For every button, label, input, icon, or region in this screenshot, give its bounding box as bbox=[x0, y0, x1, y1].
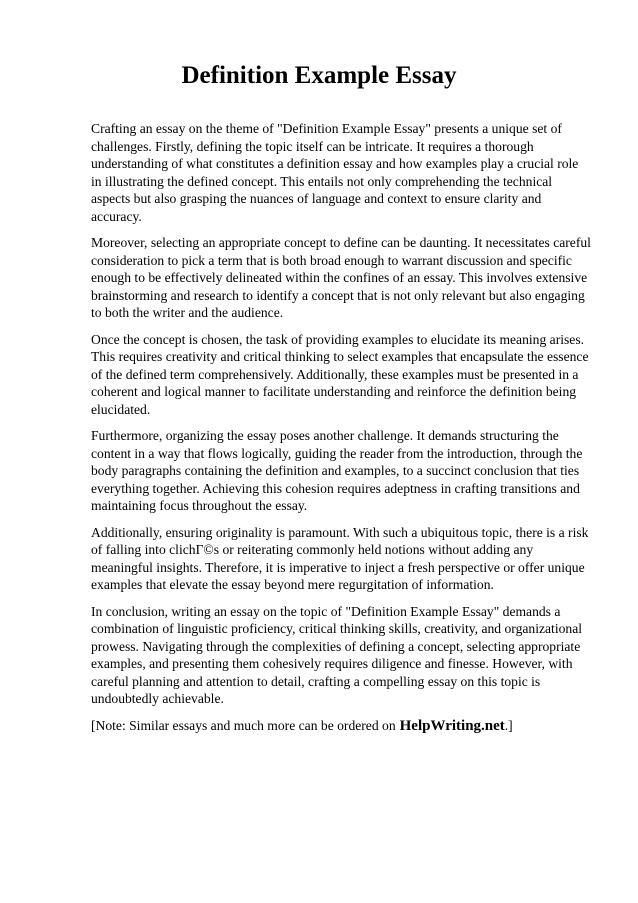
helpwriting-link[interactable]: HelpWriting.net bbox=[399, 717, 505, 734]
paragraph-5: Additionally, ensuring originality is paramount. With such a ubiquitous topic, there is a risk of falling into clichГ©s or reiterating commonly held notions without adding any meaningful insights. Therefore, it is imperative to inject a fresh perspective or offer unique examples that elevate the essay beyond mere regurgitation of information. bbox=[91, 524, 589, 592]
paragraph-4: Furthermore, organizing the essay poses another challenge. It demands structuring the content in a way that flows logically, guiding the reader from the introduction, through the body paragraphs containing the definition and examples, to a succinct conclusion that ties everything together. Achieving this cohesion requires adeptness in crafting transitions and maintaining focus throughout the essay. bbox=[91, 428, 583, 513]
paragraph-3: Once the concept is chosen, the task of providing examples to elucidate its meaning arises. This requires creativity and critical thinking to select examples that encapsulate the essence of the defined term comprehensively. Additionally, these examples must be presented in a coherent and logical manner to facilitate understanding and reinforce the definition being elucidated. bbox=[91, 331, 589, 417]
document-body bbox=[91, 120, 591, 744]
note-prefix: [Note: Similar essays and much more can be ordered on bbox=[91, 717, 396, 733]
note-suffix: .] bbox=[504, 717, 513, 733]
paragraph-6: In conclusion, writing an essay on the topic of "Definition Example Essay" demands a combination of linguistic proficiency, critical thinking skills, creativity, and organizational prowess. Navigating through the complexities of defining a concept, selecting appropriate examples, and presenting them cohesively requires diligence and finesse. However, with careful planning and attention to detail, crafting a compelling essay on this topic is undoubtedly achievable. bbox=[91, 603, 583, 706]
paragraph-1: Crafting an essay on the theme of "Definition Example Essay" presents a unique set of challenges. Firstly, defining the topic itself can be intricate. It requires a thorough understanding of what constitutes a definition essay and how examples play a crucial role in illustrating the defined concept. This entails not only comprehending the technical aspects but also grasping the nuances of language and context to ensure clarity and accuracy. bbox=[91, 121, 579, 224]
document-title: Definition Example Essay bbox=[181, 62, 457, 89]
paragraph-2: Moreover, selecting an appropriate concept to define can be daunting. It necessitates careful consideration to pick a term that is both broad enough to warrant discussion and specific enough to be effectively delineated within the confines of an essay. This involves extensive brainstorming and research to identify a concept that is not only relevant but also engaging to both the writer and the audience. bbox=[91, 235, 591, 320]
note-paragraph bbox=[91, 717, 591, 736]
